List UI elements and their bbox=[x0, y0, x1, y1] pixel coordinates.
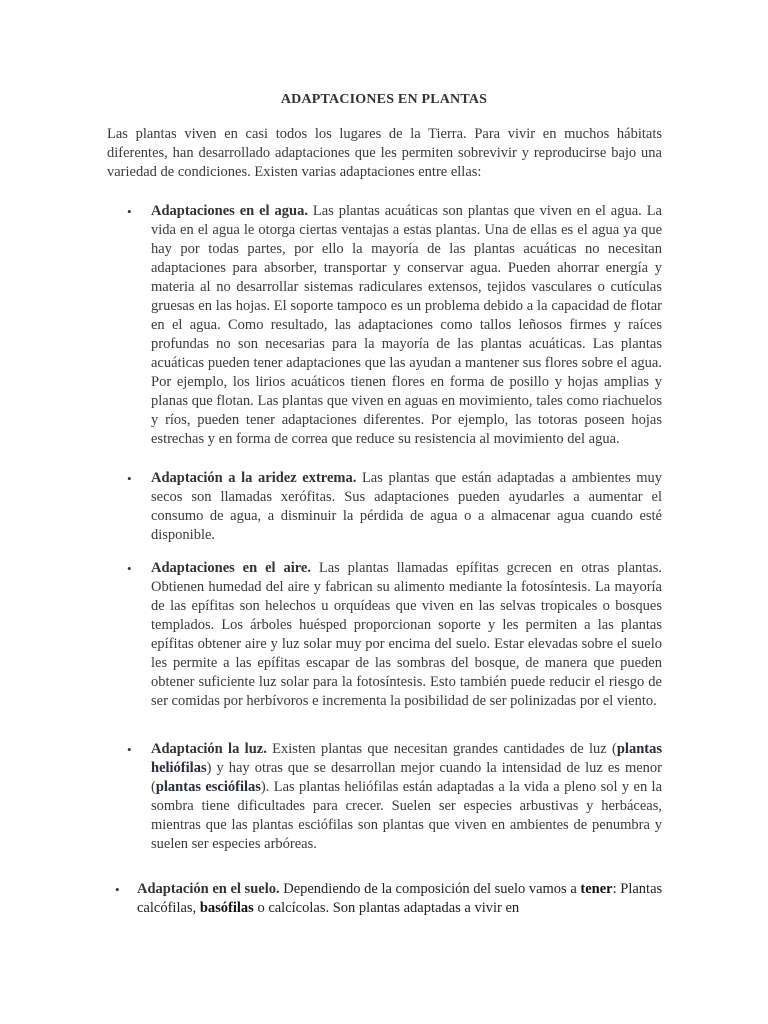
bullet-text: ) y hay otras que se desarrollan mejor cuando la intensidad de luz es menor ( bbox=[151, 760, 662, 795]
bullet-marker: • bbox=[127, 742, 132, 757]
bullet-bold-term: plantas heliófilas bbox=[151, 741, 662, 776]
bullet-text: o calcícolas. Son plantas adaptadas a vivir en bbox=[253, 900, 520, 916]
bullet-bold-term: basófilas bbox=[199, 900, 254, 916]
bullet-bold-term: plantas esciófilas bbox=[155, 779, 261, 795]
bullet-marker: • bbox=[115, 882, 120, 897]
bullet-text: Las plantas acuáticas son plantas que viven en el agua. La vida en el agua le otorga ciertas ventajas a estas plantas. Una de ellas es el agua ya que hay por todas partes, por ello la mayoría de las plantas acuáticas no necesitan adaptaciones para absorber, transportar y conservar agua. Pueden ahorrar energía y materia al no desarrollar sistemas radiculares extensos, tejidos vasculares o cutículas gruesas en las hojas. El soporte tampoco es un problema debido a la capacidad de flotar en el agua. Como resultado, las adaptaciones como tallos leñosos firmes y raíces profundas no son necesarias para la mayoría de las plantas acuáticas. Las plantas acuáticas pueden tener adaptaciones que las ayudan a mantener sus flores sobre el agua. Por ejemplo, los lirios acuáticos tienen flores en forma de posillo y hojas amplias y planas que flotan. Las plantas que viven en aguas en movimiento, tales como riachuelos y ríos, pueden tener adaptaciones diferentes. Por ejemplo, las totoras poseen hojas estrechas y en forma de correa que reduce su resistencia al movimiento del agua. bbox=[151, 203, 662, 447]
bullet-heading: Adaptaciones en el aire. bbox=[151, 560, 311, 576]
bullet-heading: Adaptaciones en el agua. bbox=[151, 203, 308, 219]
bullet-bold-term: tener bbox=[580, 881, 613, 897]
bullet-aridity bbox=[151, 469, 662, 545]
intro-paragraph: Las plantas viven en casi todos los lugares de la Tierra. Para vivir en muchos hábitats diferentes, han desarrollado adaptaciones que les permiten sobrevivir y reproducirse bajo una variedad de condiciones. Existen varias adaptaciones entre ellas: bbox=[107, 126, 662, 180]
bullet-text: Las plantas que están adaptadas a ambientes muy secos son llamadas xerófitas. Sus adaptaciones pueden ayudarles a aumentar el consumo de agua, a disminuir la pérdida de agua o a almacenar agua cuando esté disponible. bbox=[151, 470, 662, 543]
bullet-text: ). Las plantas heliófilas están adaptadas a la vida a pleno sol y en la sombra tiene dificultades para crecer. Suelen ser especies arbustivas y herbáceas, mientras que las plantas esciófilas son plantas que viven en ambientes de penumbra y suelen ser especies arbóreas. bbox=[151, 779, 663, 852]
bullet-heading: Adaptación a la aridez extrema. bbox=[151, 470, 357, 486]
bullet-water bbox=[151, 202, 662, 449]
bullet-marker: • bbox=[127, 204, 132, 219]
bullet-marker: • bbox=[127, 471, 132, 486]
bullet-text: Las plantas llamadas epífitas gcrecen en otras plantas. Obtienen humedad del aire y fabrican su alimento mediante la fotosíntesis. La mayoría de las epífitas son helechos u orquídeas que viven en las selvas tropicales o bosques templados. Los árboles huésped proporcionan soporte y les permiten a las plantas epífitas obtener aire y luz solar muy por encima del suelo. Estar elevadas sobre el suelo les permite a las epífitas escapar de las sombras del bosque, de manera que pueden obtener suficiente luz solar para la fotosíntesis. Esto también puede reducir el riesgo de ser comidas por herbívoros e incrementa la posibilidad de ser polinizadas por el viento. bbox=[151, 560, 662, 709]
bullet-marker: • bbox=[127, 561, 132, 576]
bullet-heading: Adaptación la luz. bbox=[151, 741, 267, 757]
bullet-text: Dependiendo de la composición del suelo vamos a bbox=[279, 881, 581, 897]
bullet-air bbox=[151, 559, 662, 711]
bullet-text: : Plantas calcófilas, bbox=[137, 881, 663, 916]
bullet-text: Existen plantas que necesitan grandes cantidades de luz ( bbox=[266, 741, 617, 757]
bullet-light bbox=[151, 740, 662, 854]
bullet-heading: Adaptación en el suelo. bbox=[137, 881, 280, 897]
bullet-soil bbox=[137, 880, 667, 918]
document-title: ADAPTACIONES EN PLANTAS bbox=[280, 92, 488, 107]
